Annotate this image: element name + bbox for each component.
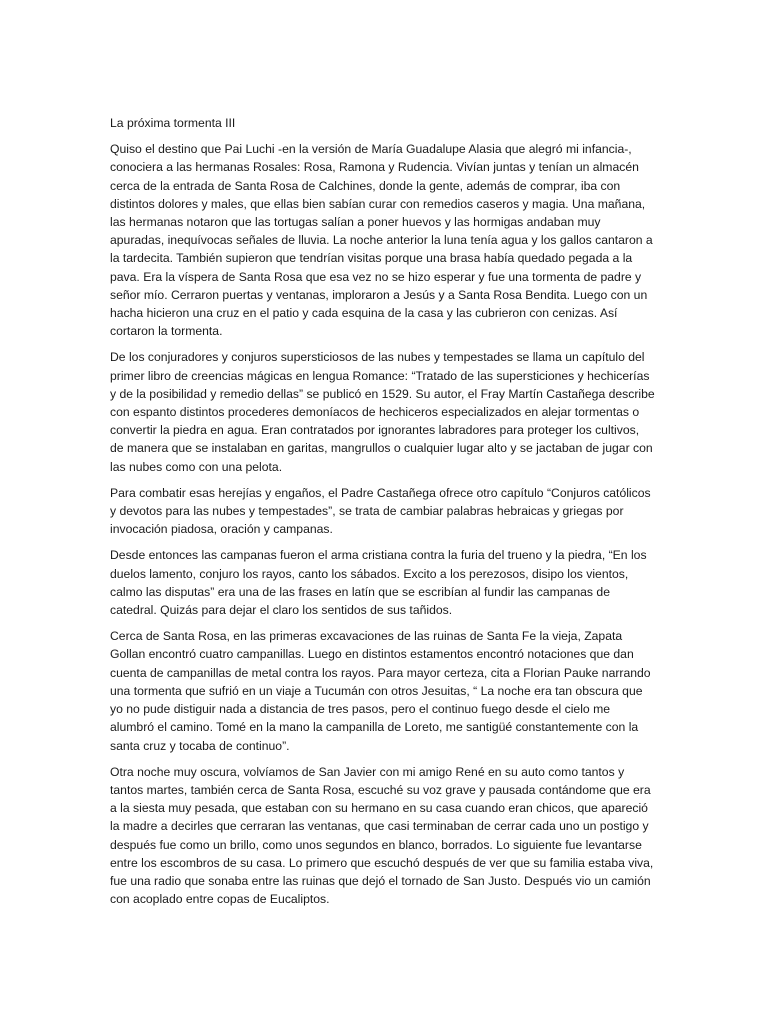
paragraph-4: Desde entonces las campanas fueron el arma cristiana contra la furia del trueno y la piedra, “En los duelos lamento, conjuro los rayos, canto los sábados. Excito a los perezosos, disipo los vientos, calmo las disputas” era una de las frases en latín que se escribían al fundir las campanas de catedral. Quizás para dejar el claro los sentidos de sus tañidos. [110, 548, 647, 618]
paragraph-6: Otra noche muy oscura, volvíamos de San Javier con mi amigo René en su auto como tantos y tantos martes, también cerca de Santa Rosa, escuché su voz grave y pausada contándome que era a la siesta muy pesada, que estaban con su hermano en su casa cuando eran chicos, que apareció la madre a decirles que cerraran las ventanas, que casi terminaban de cerrar cada uno un postigo y después fue como un brillo, como unos segundos en blanco, borrados. Lo siguiente fue levantarse entre los escombros de su casa. Lo primero que escuchó después de ver que su familia estaba viva, fue una radio que sonaba entre las ruinas que dejó el tornado de San Justo. Después vio un camión con acoplado entre copas de Eucaliptos. [110, 764, 654, 907]
paragraph-1: Quiso el destino que Pai Luchi -en la versión de María Guadalupe Alasia que alegró mi infancia-, conociera a las hermanas Rosales: Rosa, Ramona y Rudencia. Vivían juntas y tenían un almacén cerca de la entrada de Santa Rosa de Calchines, donde la gente, además de comprar, iba con distintos dolores y males, que ellas bien sabían curar con remedios caseros y magia. Una mañana, las hermanas notaron que las tortugas salían a poner huevos y las hormigas andaban muy apuradas, inequívocas señales de lluvia. La noche anterior la luna tenía agua y los gallos cantaron a la tardecita. También supieron que tendrían visitas porque una brasa había quedado pegada a la pava. Era la víspera de Santa Rosa que esa vez no se hizo esperar y fue una tormenta de padre y señor mío. Cerraron puertas y ventanas, imploraron a Jesús y a Santa Rosa Bendita. Luego con un hacha hicieron una cruz en el patio y cada esquina de la casa y las cubrieron con cenizas. Así cortaron la tormenta. [110, 142, 653, 339]
paragraph-2: De los conjuradores y conjuros supersticiosos de las nubes y tempestades se llama un capítulo del primer libro de creencias mágicas en lengua Romance: “Tratado de las supersticiones y hechicerías y de la posibilidad y remedio dellas” se publicó en 1529. Su autor, el Fray Martín Castañega describe con espanto distintos procederes demoníacos de hechiceros especializados en alejar tormentas o convertir la piedra en agua. Eran contratados por ignorantes labradores para proteger los cultivos, de manera que se instalaban en garitas, mangrullos o cualquier lugar alto y se jactaban de jugar con las nubes como con una pelota. [110, 350, 655, 474]
paragraph-5: Cerca de Santa Rosa, en las primeras excavaciones de las ruinas de Santa Fe la vieja, Zapata Gollan encontró cuatro campanillas. Luego en distintos estamentos encontró notaciones que dan cuenta de campanillas de metal contra los rayos. Para mayor certeza, cita a Florian Pauke narrando una tormenta que sufrió en un viaje a Tucumán con otros Jesuitas, “ La noche era tan obscura que yo no pude distiguir nada a distancia de tres pasos, pero el continuo fuego desde el cielo me alumbró el camino. Tomé en la mano la campanilla de Loreto, me santigüé constantemente con la santa cruz y tocaba de continuo”. [110, 629, 651, 753]
document-title: La próxima tormenta III [110, 116, 236, 130]
document-page [110, 114, 655, 916]
paragraph-3: Para combatir esas herejías y engaños, el Padre Castañega ofrece otro capítulo “Conjuros católicos y devotos para las nubes y tempestades”, se trata de cambiar palabras hebraicas y griegas por invocación piadosa, oración y campanas. [110, 485, 651, 537]
